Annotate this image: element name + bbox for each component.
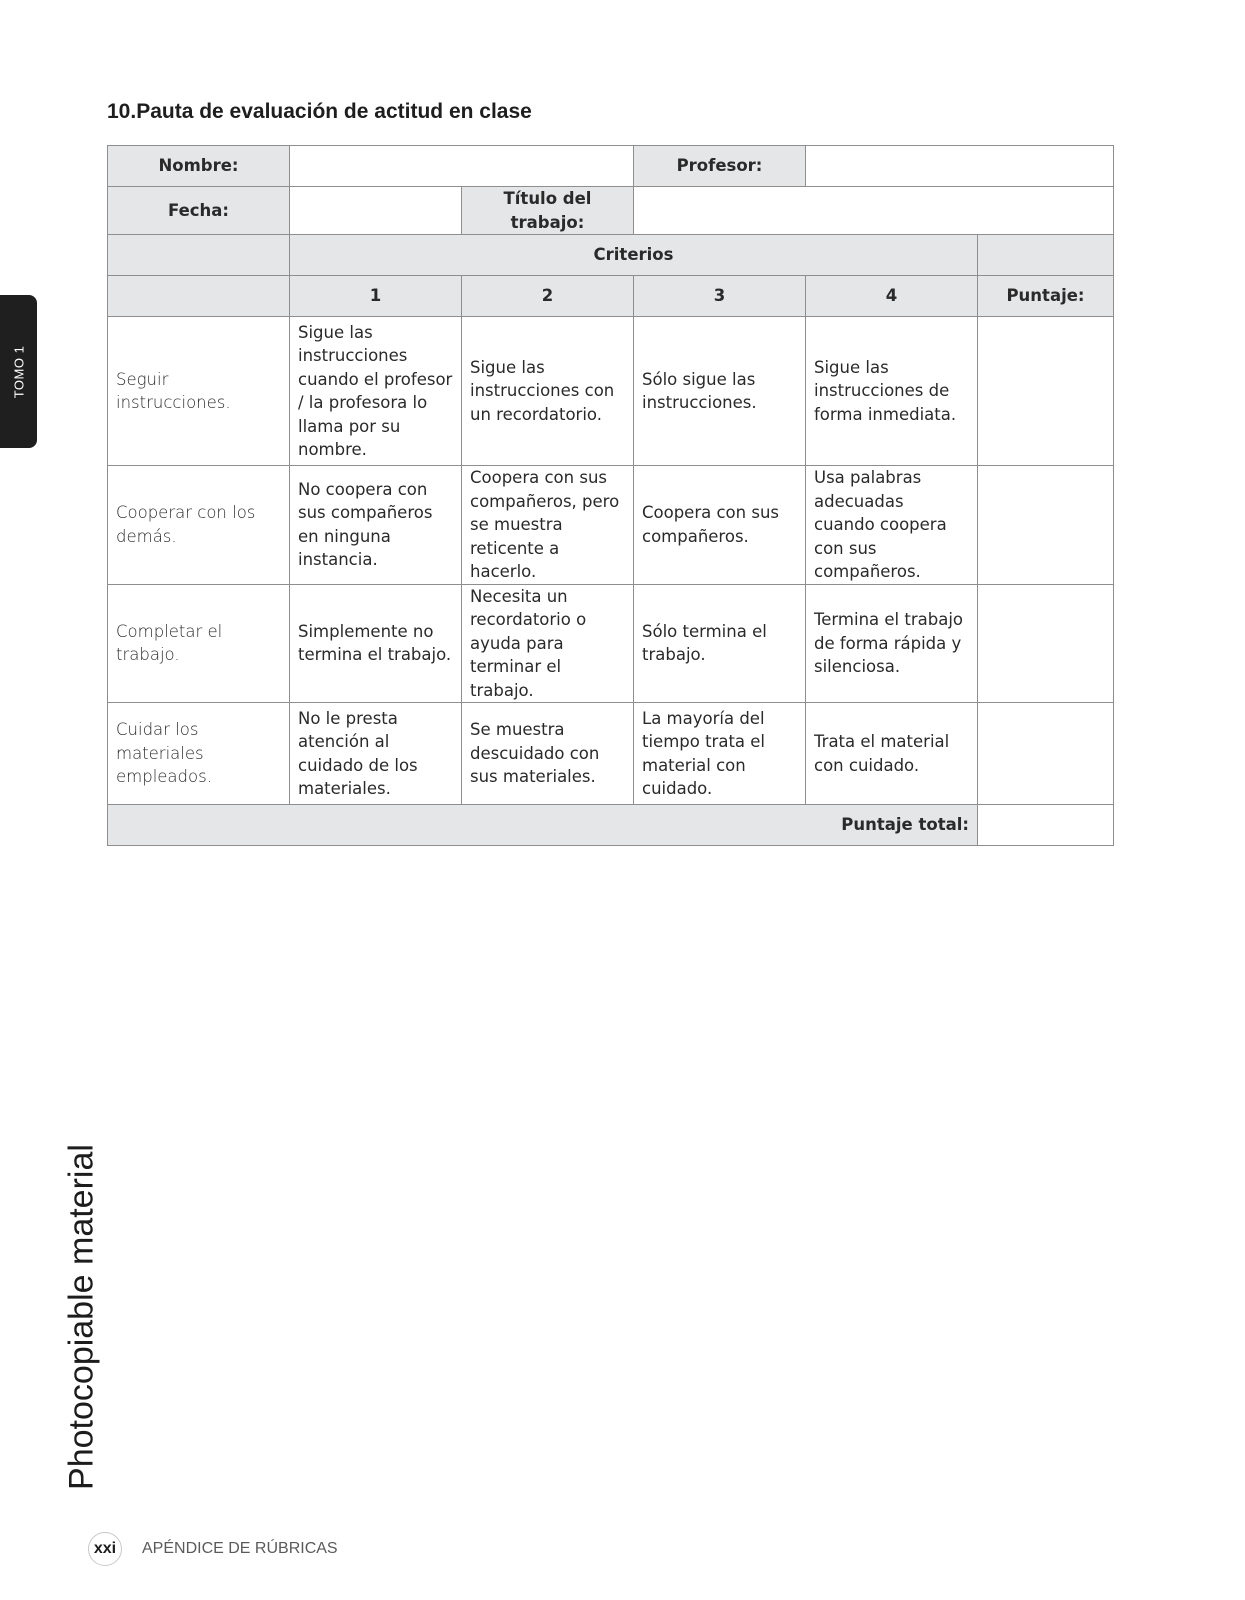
profesor-label: Profesor: [634, 146, 806, 187]
level-descriptor: Simplemente no termina el trabajo. [290, 584, 462, 703]
volume-tab-label: TOMO 1 [11, 345, 26, 398]
fecha-field[interactable] [290, 187, 462, 235]
criterion-cell: Seguir instrucciones. [108, 317, 290, 466]
blank-header-cell [108, 235, 290, 276]
photocopiable-label: Photocopiable material [62, 1144, 101, 1490]
titulo-field[interactable] [634, 187, 1114, 235]
level-header: 2 [462, 276, 634, 317]
name-row [108, 146, 1114, 187]
criterion-cell: Cuidar los materiales empleados. [108, 703, 290, 805]
level-descriptor: Necesita un recordatorio o ayuda para terminar el trabajo. [462, 584, 634, 703]
page-title: 10.Pauta de evaluación de actitud en clase [107, 100, 532, 123]
level-descriptor: Coopera con sus compañeros, pero se muestra reticente a hacerlo. [462, 466, 634, 585]
table-row [108, 584, 1114, 703]
footer-section-title: APÉNDICE DE RÚBRICAS [142, 1540, 338, 1557]
fecha-label: Fecha: [108, 187, 290, 235]
level-descriptor: No le presta atención al cuidado de los materiales. [290, 703, 462, 805]
level-descriptor: La mayoría del tiempo trata el material con cuidado. [634, 703, 806, 805]
score-cell[interactable] [978, 584, 1114, 703]
blank-header-cell [978, 235, 1114, 276]
titulo-label: Título del trabajo: [462, 187, 634, 235]
table-row [108, 466, 1114, 585]
profesor-field[interactable] [806, 146, 1114, 187]
criteria-header-row [108, 235, 1114, 276]
level-descriptor: Coopera con sus compañeros. [634, 466, 806, 585]
score-cell[interactable] [978, 317, 1114, 466]
score-cell[interactable] [978, 703, 1114, 805]
level-descriptor: Sigue las instrucciones cuando el profesor / la profesora lo llama por su nombre. [290, 317, 462, 466]
level-header: 4 [806, 276, 978, 317]
page-footer [88, 1531, 338, 1567]
rubric-table [107, 145, 1114, 846]
level-descriptor: No coopera con sus compañeros en ninguna instancia. [290, 466, 462, 585]
table-row [108, 703, 1114, 805]
puntaje-header: Puntaje: [978, 276, 1114, 317]
level-header: 1 [290, 276, 462, 317]
table-row [108, 317, 1114, 466]
level-descriptor: Sigue las instrucciones con un recordatorio. [462, 317, 634, 466]
score-cell[interactable] [978, 466, 1114, 585]
nombre-label: Nombre: [108, 146, 290, 187]
criterion-cell: Completar el trabajo. [108, 584, 290, 703]
level-header: 3 [634, 276, 806, 317]
page-number: xxi [88, 1532, 122, 1566]
total-score-cell[interactable] [978, 805, 1114, 846]
date-row [108, 187, 1114, 235]
criterion-cell: Cooperar con los demás. [108, 466, 290, 585]
level-descriptor: Sólo termina el trabajo. [634, 584, 806, 703]
level-descriptor: Termina el trabajo de forma rápida y silenciosa. [806, 584, 978, 703]
nombre-field[interactable] [290, 146, 634, 187]
level-descriptor: Usa palabras adecuadas cuando coopera con sus compañeros. [806, 466, 978, 585]
blank-header-cell [108, 276, 290, 317]
levels-header-row [108, 276, 1114, 317]
volume-tab [0, 295, 37, 448]
total-label: Puntaje total: [108, 805, 978, 846]
level-descriptor: Se muestra descuidado con sus materiales. [462, 703, 634, 805]
level-descriptor: Sigue las instrucciones de forma inmediata. [806, 317, 978, 466]
level-descriptor: Trata el material con cuidado. [806, 703, 978, 805]
criterios-header: Criterios [290, 235, 978, 276]
level-descriptor: Sólo sigue las instrucciones. [634, 317, 806, 466]
total-row [108, 805, 1114, 846]
